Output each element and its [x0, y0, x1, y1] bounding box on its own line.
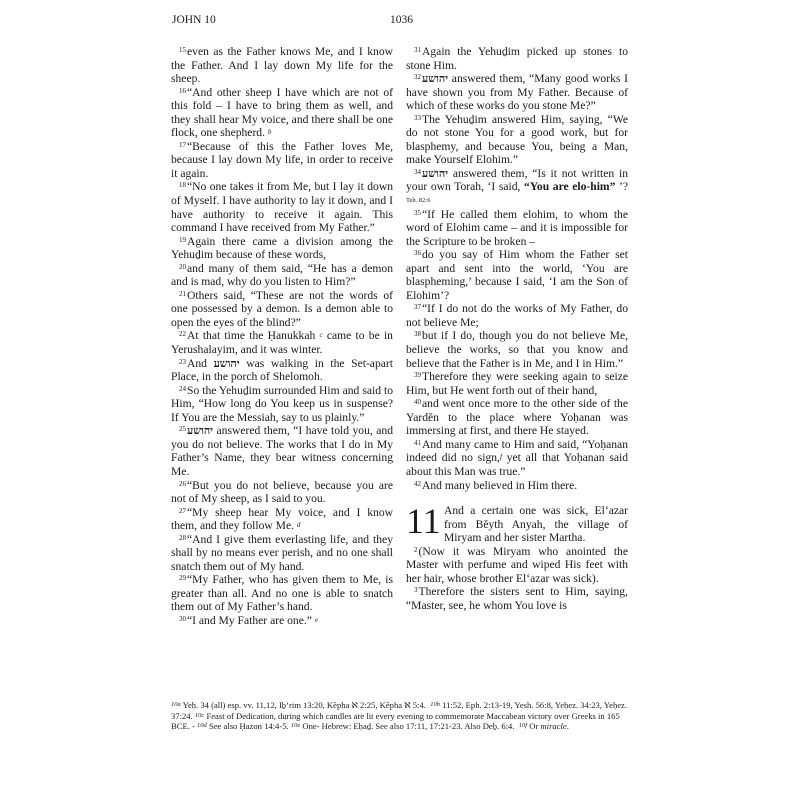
verse-number: 38 — [414, 330, 421, 339]
verse-18 — [171, 180, 393, 234]
footnote-label: 10f — [518, 722, 528, 730]
footnote-10a — [171, 700, 426, 710]
hebrew-name: יהושע — [187, 424, 214, 438]
verse-number: 29 — [179, 574, 186, 583]
footnote-italic: miracle — [540, 721, 567, 732]
verse-37 — [406, 302, 628, 329]
verse-number: 2 — [414, 545, 418, 554]
verse-text: was walking in the Set-apart Place, in the porch of Shelomoh. — [171, 356, 393, 384]
verse-number: 17 — [179, 140, 186, 149]
verse-32 — [406, 72, 628, 113]
verse-text: Again there came a division among the Yehuḏim because of these words, — [171, 234, 393, 262]
footnote-mark[interactable]: e — [314, 615, 318, 624]
verse-number: 18 — [179, 181, 186, 190]
verse-text: And a certain one was sick, El‘azar from Bĕyth Anyah, the village of Miryam and her sister Martha. — [444, 504, 628, 545]
hebrew-name: יהושע — [422, 72, 449, 86]
verse-text: Others said, “These are not the words of one possessed by a demon. Is a demon able to open the eyes of the blind?” — [171, 288, 393, 329]
verse-text: “Because of this the Father loves Me, because I lay down My life, in order to receive it again. — [171, 139, 393, 180]
footnotes — [171, 700, 629, 732]
verse-text: “My sheep hear My voice, and I know them, and they follow Me. — [171, 505, 393, 533]
verse-text: “If He called them elohim, to whom the word of Elohim came – and it is impossible for the Scripture to be broken – — [406, 207, 628, 248]
verse-16 — [171, 86, 393, 140]
verse-number: 28 — [179, 533, 186, 542]
verse-22 — [171, 329, 393, 356]
verse-number: 42 — [414, 479, 421, 488]
verse-text: And — [187, 356, 207, 370]
cross-reference[interactable]: Teh. 82:6 — [406, 197, 431, 205]
verse-text: Therefore they were seeking again to seize Him, but He went forth out of their hand, — [406, 370, 628, 397]
verse-number: 24 — [179, 384, 186, 393]
verse-text: And many came to Him and said, “Yoḥanan indeed did no sign, — [406, 437, 628, 465]
footnote-mark[interactable]: d — [296, 521, 301, 530]
footnote-label: 10b — [430, 701, 440, 708]
verse-text: ’? — [618, 180, 628, 194]
verse-15 — [171, 45, 393, 86]
verse-number: 30 — [179, 614, 186, 623]
left-column — [171, 45, 393, 628]
footnote-text: Feast of Dedication, during which candles are lit every evening to commemorate Maccabean victory over Greeks in 165 BCE. - — [171, 710, 620, 732]
verse-number: 35 — [414, 208, 421, 217]
footnote-text: 11:52, Eph. 2:13-19, Yesh. 56:8, Yeḥez. 34:23, Yeḥez. 37:24. — [171, 700, 628, 721]
verse-38 — [406, 329, 628, 370]
verse-number: 33 — [414, 113, 421, 122]
verse-27 — [171, 506, 393, 533]
chapter-number: 11 — [406, 501, 441, 542]
footnote-10f — [519, 721, 569, 731]
verse-number: 23 — [179, 357, 186, 366]
verse-text: “And other sheep I have which are not of this fold – I have to bring them as well, and they shall hear My voice, and there shall be one flock, one shepherd. — [171, 85, 393, 140]
verse-number: 26 — [179, 479, 186, 488]
verse-30 — [171, 614, 393, 628]
verse-number: 19 — [179, 235, 186, 244]
verse-text: So the Yehuḏim surrounded Him and said to Him, “How long do You keep us in suspense? If You are the Messiah, say to us plainly.” — [171, 383, 393, 424]
footnote-label: 10e — [290, 722, 301, 730]
page-header — [172, 14, 628, 30]
verse-number: 15 — [179, 46, 186, 54]
verse-41 — [406, 438, 628, 479]
verse-number: 40 — [414, 398, 421, 407]
quoted-scripture: “You are elo-him” — [524, 180, 616, 194]
verse-23 — [171, 357, 393, 384]
verse-text: even as the Father knows Me, and I know the Father. And I lay down My life for the sheep. — [171, 45, 393, 86]
verse-42 — [406, 479, 628, 493]
verse-25 — [171, 424, 393, 478]
right-column — [406, 45, 628, 612]
verse-text: “My Father, who has given them to Me, is greater than all. And no one is able to snatch them out of My Father’s hand. — [171, 573, 393, 614]
verse-number: 31 — [414, 46, 421, 54]
verse-text: and went once more to the other side of the Yardĕn to the place where Yoḥanan was immersing at first, and there He stayed. — [406, 397, 628, 438]
verse-text: Therefore the sisters sent to Him, saying, “Master, see, he whom You love is — [406, 585, 628, 612]
verse-text: do you say of Him whom the Father set apart and sent into the world, ‘You are blaspheming,’ because I said, ‘I am the Son of Elohim’? — [406, 248, 628, 302]
footnote-10d — [197, 721, 289, 731]
verse-31 — [406, 45, 628, 72]
verse-21 — [171, 289, 393, 330]
hebrew-name: יהושע — [422, 166, 449, 180]
verse-19 — [171, 235, 393, 262]
hebrew-name: יהושע — [213, 356, 240, 370]
verse-text: “But you do not believe, because you are not of My sheep, as I said to you. — [171, 478, 393, 506]
verse-29 — [171, 573, 393, 614]
page-number: 1036 — [390, 14, 413, 26]
footnote-10e — [291, 721, 515, 731]
verse-number: 20 — [179, 262, 186, 271]
verse-number: 32 — [414, 73, 421, 82]
verse-number: 22 — [179, 330, 186, 339]
verse-34 — [406, 167, 628, 208]
footnote-text: See also Ḥazon 14:4-5. — [208, 721, 289, 732]
verse-text: answered them, “Is it not written in your own Torah, ‘I said, — [406, 166, 628, 194]
verse-35 — [406, 208, 628, 249]
verse-text: answered them, “Many good works I have shown you from My Father. Because of which of these works do you stone Me?” — [406, 72, 628, 113]
verse-text: And many believed in Him there. — [422, 478, 578, 492]
verse-number: 21 — [179, 289, 186, 298]
verse-text: came to be in Yerushalayim, and it was winter. — [171, 329, 393, 357]
verse-33 — [406, 113, 628, 167]
footnote-text: . — [566, 721, 569, 732]
verse-text: “And I give them everlasting life, and they shall by no means ever perish, and no one shall snatch them out of My hand. — [171, 532, 393, 573]
verse-text: answered them, “I have told you, and you do not believe. The works that I do in My Father’s Name, they bear witness concerning Me. — [171, 424, 393, 478]
chapter-11-verse-3 — [406, 585, 628, 612]
verse-17 — [171, 140, 393, 181]
verse-number: 16 — [179, 86, 186, 95]
footnote-mark[interactable]: f — [499, 453, 502, 462]
verse-text: (Now it was Miryam who anointed the Master with perfume and wiped His feet with her hair, whose brother El‘azar was sick). — [406, 544, 628, 585]
verse-text: Again the Yehuḏim picked up stones to stone Him. — [406, 45, 628, 72]
verse-26 — [171, 479, 393, 506]
footnote-text: One- Hebrew: Eḥaḏ. See also 17:11, 17:21-23. Also Deḇ. 6:4. — [302, 721, 515, 732]
verse-number: 39 — [414, 371, 421, 380]
verse-text: “I and My Father are one.” — [187, 613, 312, 627]
verse-28 — [171, 533, 393, 574]
verse-24 — [171, 384, 393, 425]
footnote-text: Yeḥ. 34 (all) esp. vv. 11,12, Iḇ‘rim 13:20, Kĕpha ℵ 2:25, Kĕpha ℵ 5:4. — [182, 700, 426, 710]
verse-number: 3 — [414, 586, 418, 595]
verse-text: yet all that Yoḥanan said about this Man was true.” — [406, 451, 629, 478]
verse-40 — [406, 397, 628, 438]
verse-text: “If I do not do the works of My Father, do not believe Me; — [406, 302, 628, 329]
footnote-label: 10d — [197, 722, 207, 730]
verse-text: The Yehuḏim answered Him, saying, “We do not stone You for a good work, but for blasphemy, and because You, being a Man, make Yourself Elohim.” — [406, 112, 628, 167]
verse-number: 34 — [414, 167, 421, 176]
verse-number: 36 — [414, 249, 421, 258]
running-head: JOHN 10 — [172, 14, 216, 26]
chapter-11 — [406, 501, 628, 612]
chapter-11-verse-2 — [406, 545, 628, 586]
verse-number: 41 — [414, 438, 421, 447]
verse-text: and many of them said, “He has a demon and is mad, why do you listen to Him?” — [171, 261, 393, 289]
verse-39 — [406, 370, 628, 397]
verse-number: 37 — [414, 303, 421, 312]
footnote-label: 10a — [171, 701, 181, 708]
verse-text: “No one takes it from Me, but I lay it down of Myself. I have authority to lay it down, and I have authority to receive it again. This command I have received from My Father.” — [171, 180, 393, 235]
verse-number: 25 — [179, 425, 186, 434]
footnote-text: Or — [529, 721, 539, 732]
verse-text: but if I do, though you do not believe Me, believe the works, so that you know and believe that the Father is in Me, and I in Him.” — [406, 329, 628, 370]
verse-20 — [171, 262, 393, 289]
verse-text: At that time the Ḥanukkah — [187, 329, 316, 343]
footnote-mark[interactable]: b — [267, 128, 272, 137]
verse-36 — [406, 248, 628, 302]
footnote-mark[interactable]: c — [319, 331, 323, 340]
verse-number: 27 — [179, 506, 186, 515]
footnote-label: 10c — [194, 711, 205, 719]
